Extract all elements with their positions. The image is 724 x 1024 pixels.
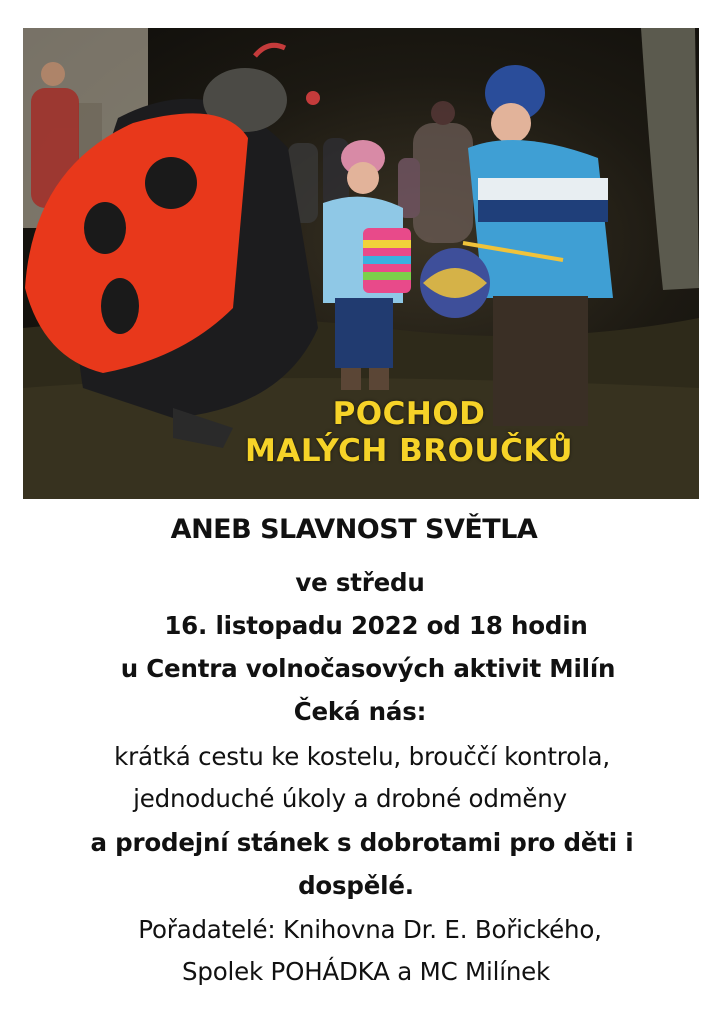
organizers-line-1: Pořadatelé: Knihovna Dr. E. Bořického,	[138, 915, 602, 944]
program-label: Čeká nás:	[293, 697, 427, 726]
program-line-2: jednoduché úkoly a drobné odměny	[133, 784, 567, 813]
event-location: u Centra volnočasových aktivit Milín	[120, 654, 616, 683]
photo-title-line1: POCHOD	[332, 396, 486, 432]
organizers-line-2: Spolek POHÁDKA a MC Milínek	[181, 957, 551, 986]
event-subtitle-heading: ANEB SLAVNOST SVĚTLA	[170, 514, 538, 545]
event-date-time: 16. listopadu 2022 od 18 hodin	[164, 611, 588, 640]
program-line-3: a prodejní stánek s dobrotami pro děti i	[90, 828, 634, 857]
program-line-1: krátká cestu ke kostelu, brouččí kontrola,	[114, 742, 610, 771]
event-day: ve středu	[295, 568, 425, 597]
event-photo	[23, 28, 699, 499]
photo-title-line2: MALÝCH BROUČKŮ	[244, 433, 574, 469]
program-line-4: dospělé.	[298, 871, 414, 900]
striped-lantern	[363, 228, 411, 293]
tree-trunk	[641, 28, 699, 290]
